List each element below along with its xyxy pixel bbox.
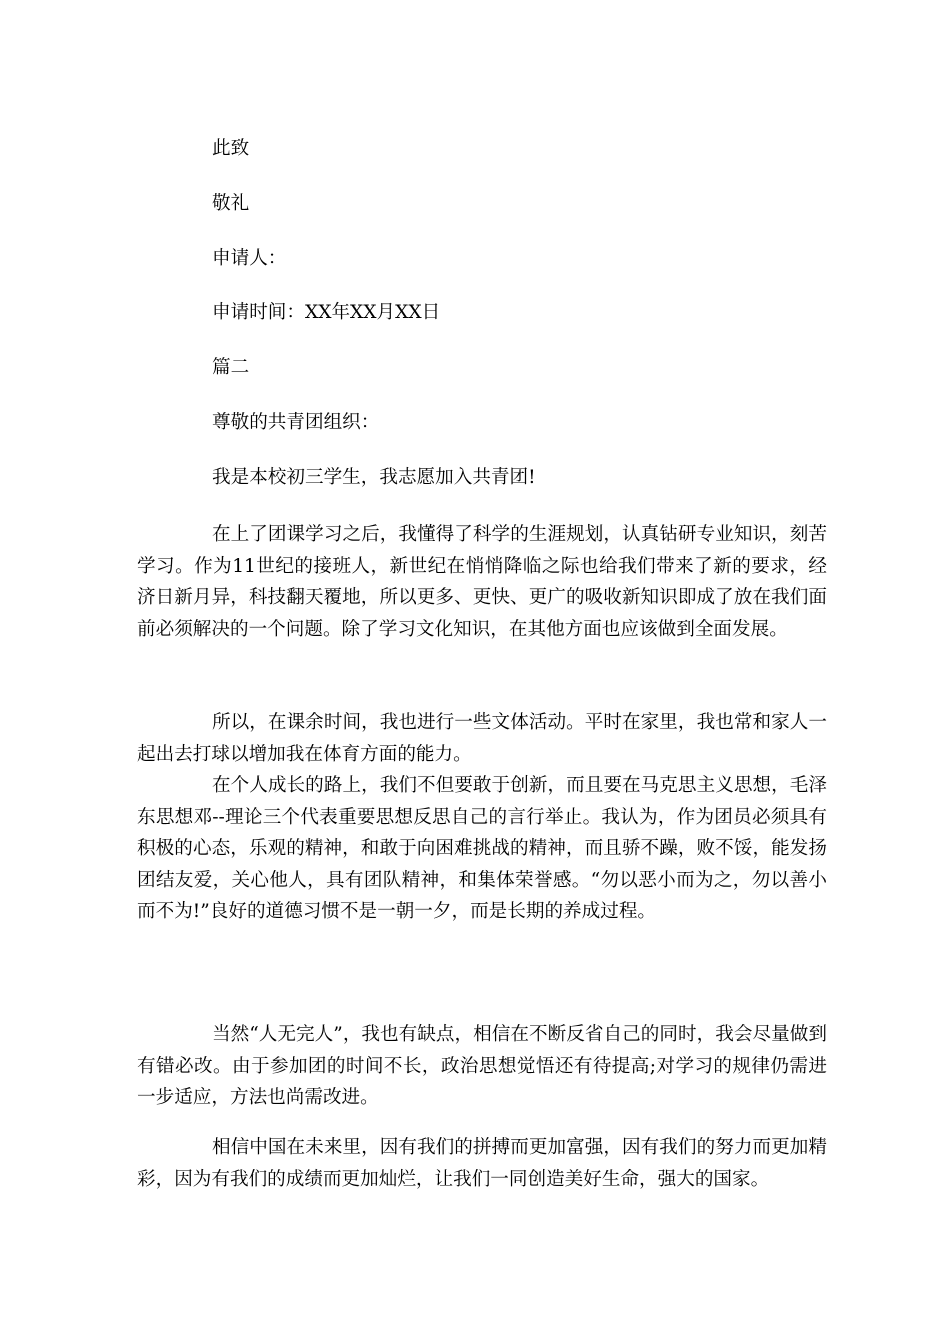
body-paragraph: 在个人成长的路上，我们不但要敢于创新，而且要在马克思主义思想，毛泽东思想邓--理论三个代表重要思想反思自己的言行举止。我认为，作为团员必须具有积极的心态，乐观的精神，和敢于向困难挑战的精神，而且骄不躁，败不馁，能发扬团结友爱，关心他人，具有团队精神，和集体荣誉感。“勿以恶小而为之，勿以善小而不为!”良好的道德习惯不是一朝一夕，而是长期的养成过程。 bbox=[137, 775, 827, 923]
applicant-label: 申请人： bbox=[212, 248, 287, 269]
application-date: 申请时间：XX年XX月XX日 bbox=[212, 302, 441, 323]
intro-line: 我是本校初三学生，我志愿加入共青团! bbox=[212, 467, 536, 488]
closing-line-1: 此致 bbox=[212, 138, 250, 159]
section-heading: 篇二 bbox=[212, 357, 250, 378]
body-paragraph: 当然“人无完人”，我也有缺点，相信在不断反省自己的同时，我会尽量做到有错必改。由于参加团的时间不长，政治思想觉悟还有待提高;对学习的规律仍需进一步适应，方法也尚需改进。 bbox=[137, 1024, 827, 1109]
body-paragraph: 所以，在课余时间，我也进行一些文体活动。平时在家里，我也常和家人一起出去打球以增加我在体育方面的能力。 bbox=[137, 712, 827, 765]
body-paragraph: 在上了团课学习之后，我懂得了科学的生涯规划，认真钻研专业知识，刻苦学习。作为11世纪的接班人，新世纪在悄悄降临之际也给我们带来了新的要求，经济日新月异，科技翻天覆地，所以更多、更快、更广的吸收新知识即成了放在我们面前必须解决的一个问题。除了学习文化知识，在其他方面也应该做到全面发展。 bbox=[137, 524, 827, 640]
body-paragraph: 相信中国在未来里，因有我们的拼搏而更加富强，因有我们的努力而更加精彩，因为有我们的成绩而更加灿烂，让我们一同创造美好生命，强大的国家。 bbox=[137, 1137, 827, 1190]
closing-line-2: 敬礼 bbox=[212, 193, 250, 214]
salutation: 尊敬的共青团组织： bbox=[212, 412, 380, 433]
